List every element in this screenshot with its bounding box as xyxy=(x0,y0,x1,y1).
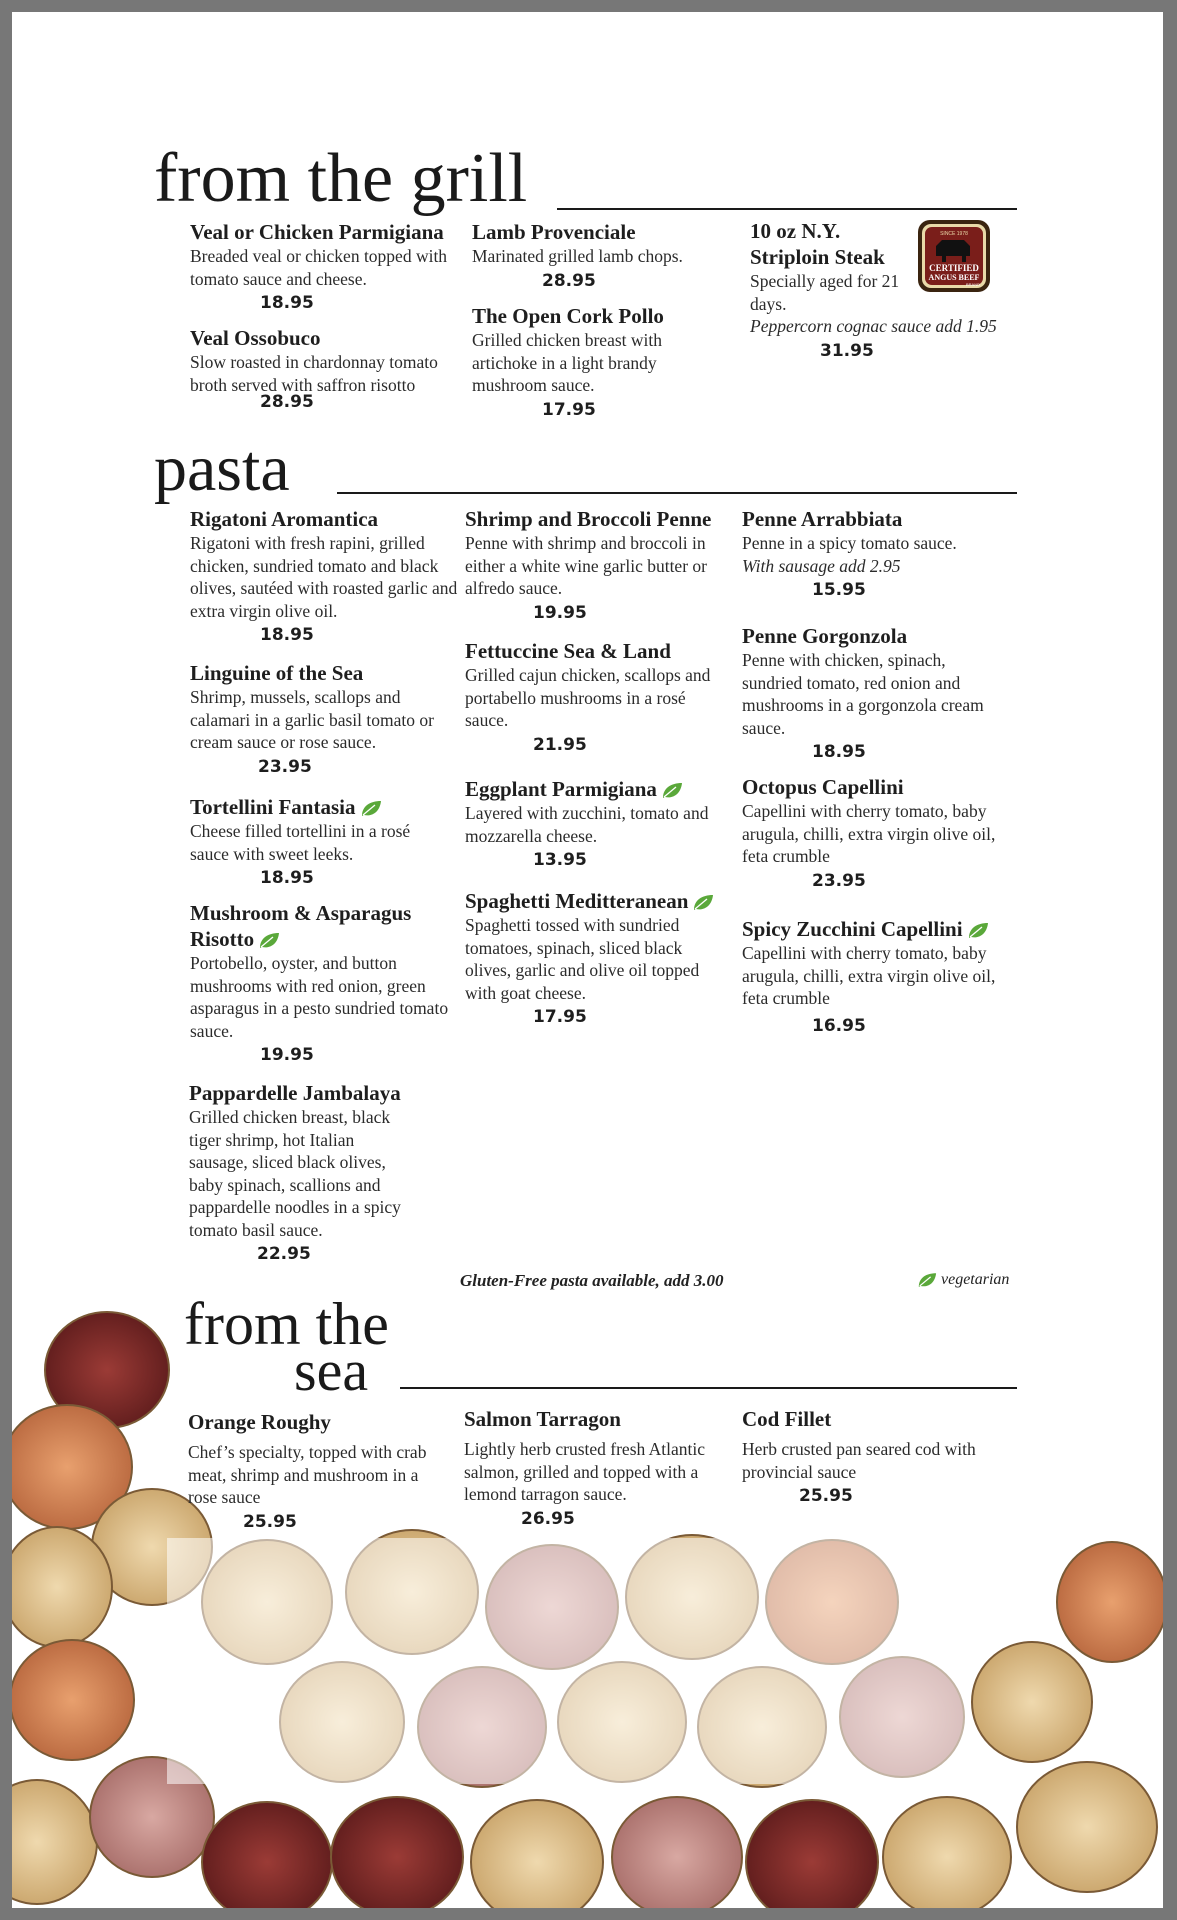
item-description: Grilled chicken breast with artichoke in a light brandy mushroom sauce. xyxy=(472,330,663,395)
menu-item xyxy=(742,1406,992,1508)
menu-item xyxy=(190,794,460,890)
menu-item xyxy=(742,506,1017,602)
item-price: 19.95 xyxy=(533,602,587,623)
menu-item xyxy=(464,1406,739,1531)
item-name: Veal Ossobuco xyxy=(190,326,321,350)
menu-item xyxy=(742,774,1017,893)
item-description: Penne in a spicy tomato sauce. xyxy=(742,533,957,553)
gluten-free-note: Gluten-Free pasta available, add 3.00 xyxy=(460,1271,724,1290)
item-price: 23.95 xyxy=(812,870,866,891)
item-name: Pappardelle Jambalaya xyxy=(189,1081,401,1105)
item-description: Portobello, oyster, and button mushrooms with red onion, green asparagus in a pesto sundried tomato sauce. xyxy=(190,953,449,1041)
item-name: Rigatoni Aromantica xyxy=(190,507,379,531)
item-name: Octopus Capellini xyxy=(742,775,904,799)
item-price: 17.95 xyxy=(542,399,596,420)
item-name: Cod Fillet xyxy=(742,1407,832,1431)
item-description: Specially aged for 21 days. xyxy=(750,271,900,314)
menu-item xyxy=(472,303,707,422)
item-description: Breaded veal or chicken topped with tomato sauce and cheese. xyxy=(190,246,448,289)
item-name: Lamb Provenciale xyxy=(472,220,636,244)
item-price: 31.95 xyxy=(820,340,874,361)
menu-item xyxy=(742,916,1017,1038)
menu-item xyxy=(742,623,1017,764)
sea-section-title-line2: sea xyxy=(294,1338,369,1403)
item-name-line2: Striploin Steak xyxy=(750,245,885,269)
vegetarian-legend xyxy=(917,1271,1009,1289)
item-description: Lightly herb crusted fresh Atlantic salmon, grilled and topped with a lemond tarragon sauce. xyxy=(464,1439,706,1504)
pasta-rule xyxy=(337,492,1017,494)
item-note: With sausage add 2.95 xyxy=(742,555,901,576)
menu-item xyxy=(188,1409,448,1534)
item-description: Capellini with cherry tomato, baby arugula, chilli, extra virgin olive oil, feta crumble xyxy=(742,943,996,1008)
item-description: Capellini with cherry tomato, baby arugula, chilli, extra virgin olive oil, feta crumble xyxy=(742,801,996,866)
menu-item xyxy=(190,900,460,1067)
menu-item xyxy=(190,325,460,414)
item-description: Rigatoni with fresh rapini, grilled chicken, sundried tomato and black olives, sautéed with roasted garlic and extra virgin olive oil. xyxy=(190,533,458,621)
item-name: The Open Cork Pollo xyxy=(472,304,664,328)
vegetarian-leaf-icon xyxy=(258,932,280,950)
item-price: 13.95 xyxy=(533,850,587,870)
item-name: Tortellini Fantasia xyxy=(190,795,356,819)
item-description: Chef’s specialty, topped with crab meat, shrimp and mushroom in a rose sauce xyxy=(188,1442,427,1507)
menu-item xyxy=(472,219,732,293)
sea-rule xyxy=(400,1387,1017,1389)
item-price: 18.95 xyxy=(260,868,314,888)
item-price: 28.95 xyxy=(260,392,314,412)
menu-page xyxy=(12,12,1163,1908)
item-name: Spaghetti Meditteranean xyxy=(465,889,689,913)
item-price: 28.95 xyxy=(542,270,596,291)
vegetarian-leaf-icon xyxy=(967,922,989,940)
item-note: Peppercorn cognac sauce add 1.95 xyxy=(750,316,997,336)
menu-item xyxy=(465,776,740,872)
item-price: 23.95 xyxy=(258,756,312,777)
item-price: 22.95 xyxy=(257,1244,311,1264)
badge-line1: CERTIFIED xyxy=(929,263,979,273)
menu-item xyxy=(190,660,460,779)
sea-section-title-line1: from the xyxy=(184,1291,389,1357)
item-price: 18.95 xyxy=(260,293,314,313)
certified-angus-beef-badge xyxy=(916,218,992,294)
vegetarian-leaf-icon xyxy=(360,800,382,818)
item-price: 21.95 xyxy=(533,734,587,755)
item-name: Linguine of the Sea xyxy=(190,661,364,685)
item-name: Fettuccine Sea & Land xyxy=(465,639,671,663)
item-name: Veal or Chicken Parmigiana xyxy=(190,220,444,244)
badge-bottom-text: BRAND xyxy=(965,282,981,287)
badge-top-text: SINCE 1978 xyxy=(940,231,968,237)
item-description: Slow roasted in chardonnay tomato broth served with saffron risotto xyxy=(190,352,438,395)
item-price: 18.95 xyxy=(812,742,866,762)
item-name-line1: Mushroom & Asparagus xyxy=(190,901,412,925)
menu-item xyxy=(465,888,740,1029)
item-price: 15.95 xyxy=(812,580,866,600)
item-description: Penne with shrimp and broccoli in either a white wine garlic butter or alfredo sauce. xyxy=(465,533,707,598)
item-name: Salmon Tarragon xyxy=(464,1407,621,1431)
item-name: Eggplant Parmigiana xyxy=(465,777,657,801)
item-description: Grilled cajun chicken, scallops and portabello mushrooms in a rosé sauce. xyxy=(465,665,711,730)
item-description: Marinated grilled lamb chops. xyxy=(472,246,683,266)
item-name: Penne Arrabbiata xyxy=(742,507,903,531)
pasta-section-title: pasta xyxy=(154,432,290,505)
badge-line2: ANGUS BEEF xyxy=(928,273,980,282)
item-price: 25.95 xyxy=(243,1511,297,1532)
item-price: 19.95 xyxy=(260,1045,314,1065)
vegetarian-leaf-icon xyxy=(692,894,714,912)
item-description: Grilled chicken breast, black tiger shrimp, hot Italian sausage, sliced black olives, baby spinach, scallions and pappardelle noodles in a spicy tomato basil sauce. xyxy=(189,1107,401,1240)
vegetarian-leaf-icon xyxy=(917,1272,937,1289)
menu-item xyxy=(190,506,460,647)
cork-fade-overlay xyxy=(167,1538,967,1784)
vegetarian-legend-label: vegetarian xyxy=(941,1271,1010,1288)
menu-item xyxy=(465,506,740,625)
menu-item xyxy=(465,638,740,757)
item-price: 25.95 xyxy=(799,1486,853,1506)
item-price: 26.95 xyxy=(521,1508,575,1529)
item-description: Cheese filled tortellini in a rosé sauce with sweet leeks. xyxy=(190,821,411,864)
grill-section-title: from the grill xyxy=(154,140,528,217)
item-name-line2: Risotto xyxy=(190,927,255,951)
item-description: Spaghetti tossed with sundried tomatoes, spinach, sliced black olives, garlic and olive oil topped with goat cheese. xyxy=(465,915,700,1003)
vegetarian-leaf-icon xyxy=(661,782,683,800)
item-price: 18.95 xyxy=(260,625,314,645)
item-price: 17.95 xyxy=(533,1007,587,1027)
item-name: Orange Roughy xyxy=(188,1410,331,1434)
menu-item xyxy=(190,219,470,315)
item-name: Penne Gorgonzola xyxy=(742,624,908,648)
item-description: Layered with zucchini, tomato and mozzarella cheese. xyxy=(465,803,709,846)
item-price: 16.95 xyxy=(812,1015,866,1036)
menu-item xyxy=(189,1080,449,1266)
item-name-line1: 10 oz N.Y. xyxy=(750,219,841,243)
item-description: Penne with chicken, spinach, sundried tomato, red onion and mushrooms in a gorgonzola cream sauce. xyxy=(742,650,984,738)
item-description: Shrimp, mussels, scallops and calamari in a garlic basil tomato or cream sauce or rose sauce. xyxy=(190,687,434,752)
item-description: Herb crusted pan seared cod with provincial sauce xyxy=(742,1439,976,1482)
item-name: Shrimp and Broccoli Penne xyxy=(465,507,712,531)
grill-rule xyxy=(557,208,1017,210)
item-name: Spicy Zucchini Capellini xyxy=(742,917,963,941)
